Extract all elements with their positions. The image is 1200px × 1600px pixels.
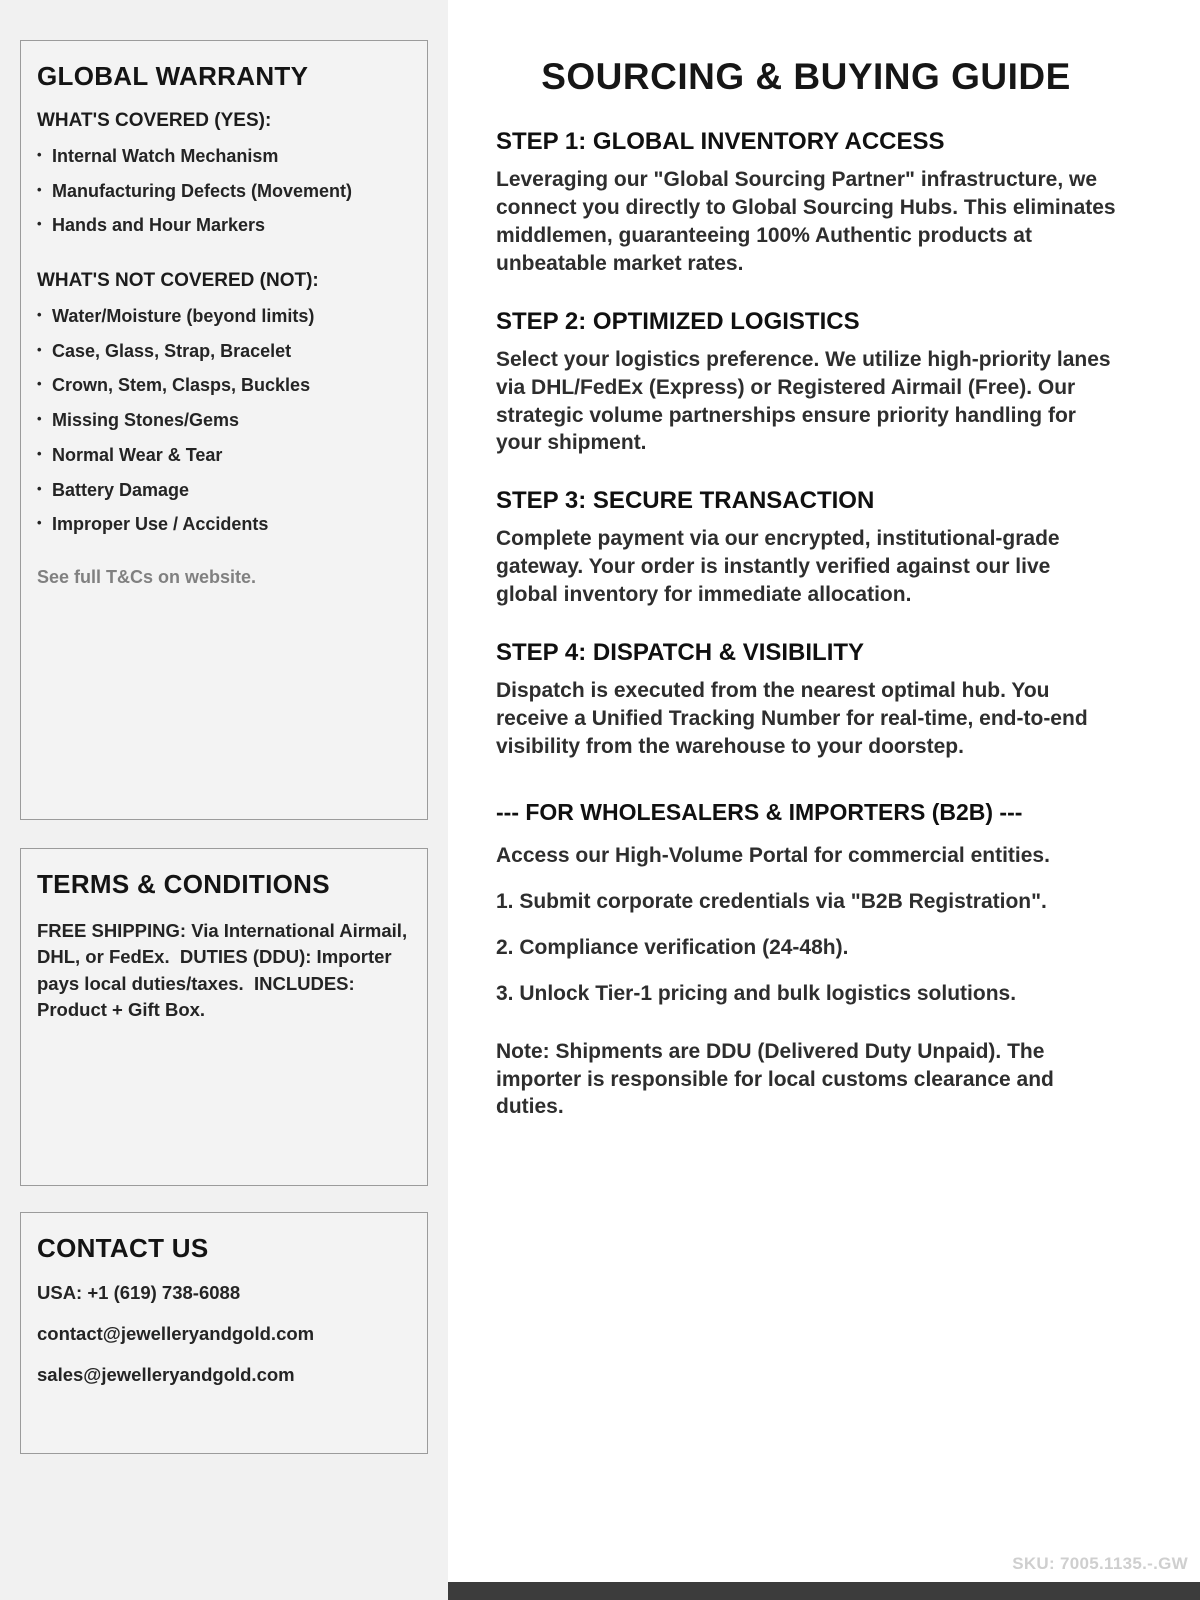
covered-list	[37, 146, 411, 236]
step-3-body: Complete payment via our encrypted, institutional-grade gateway. Your order is instantly verified against our live global inventory for immediate allocation.	[496, 527, 1060, 607]
contact-phone: USA: +1 (619) 738-6088	[37, 1282, 241, 1303]
step-3-heading: STEP 3: SECURE TRANSACTION	[496, 487, 875, 515]
terms-body: FREE SHIPPING: Via International Airmail, DHL, or FedEx. DUTIES (DDU): Importer pays local duties/taxes. INCLUDES: Product + Gift Box.	[37, 920, 413, 1020]
sidebar	[0, 0, 448, 1600]
not-covered-item: • Case, Glass, Strap, Bracelet	[37, 341, 411, 362]
not-covered-item: • Battery Damage	[37, 480, 411, 501]
step-2-heading: STEP 2: OPTIMIZED LOGISTICS	[496, 307, 860, 335]
covered-heading: WHAT'S COVERED (YES):	[37, 110, 272, 131]
step-4-body: Dispatch is executed from the nearest optimal hub. You receive a Unified Tracking Number for real-time, end-to-end visibility from the warehouse to your doorstep.	[496, 679, 1088, 758]
b2b-step-item: 1. Submit corporate credentials via "B2B Registration".	[496, 889, 1047, 913]
warranty-title: GLOBAL WARRANTY	[37, 61, 309, 91]
not-covered-item: • Water/Moisture (beyond limits)	[37, 306, 411, 327]
b2b-section	[496, 799, 1116, 1121]
sku-label: SKU: 7005.1135.-.GW	[1012, 1554, 1188, 1573]
covered-item: • Internal Watch Mechanism	[37, 146, 411, 167]
warranty-footnote: See full T&Cs on website.	[37, 566, 257, 587]
terms-box	[20, 848, 428, 1186]
not-covered-item: • Improper Use / Accidents	[37, 514, 411, 535]
footer-bar	[448, 1582, 1200, 1600]
main-content	[448, 0, 1200, 1600]
step-1-body: Leveraging our "Global Sourcing Partner" infrastructure, we connect you directly to Global Sourcing Hubs. This eliminates middlemen, guaranteeing 100% Authentic products at unbeatable market rates.	[496, 168, 1116, 275]
terms-title: TERMS & CONDITIONS	[37, 869, 330, 899]
not-covered-item: • Normal Wear & Tear	[37, 445, 411, 466]
page-title: SOURCING & BUYING GUIDE	[541, 56, 1071, 97]
b2b-step-item: 3. Unlock Tier-1 pricing and bulk logistics solutions.	[496, 981, 1017, 1005]
not-covered-item: • Crown, Stem, Clasps, Buckles	[37, 375, 411, 396]
not-covered-list	[37, 306, 411, 535]
not-covered-heading: WHAT'S NOT COVERED (NOT):	[37, 270, 319, 292]
step-2-section	[496, 308, 1116, 458]
global-warranty-box	[20, 40, 428, 820]
contact-title: CONTACT US	[37, 1233, 209, 1263]
step-4-section	[496, 639, 1116, 761]
step-1-section	[496, 128, 1116, 278]
contact-email-sales: sales@jewelleryandgold.com	[37, 1364, 295, 1385]
step-1-heading: STEP 1: GLOBAL INVENTORY ACCESS	[496, 128, 945, 155]
contact-email-primary: contact@jewelleryandgold.com	[37, 1323, 315, 1344]
step-2-body: Select your logistics preference. We utilize high-priority lanes via DHL/FedEx (Express) or Registered Airmail (Free). Our strategic volume partnerships ensure priority handling for your shipment.	[496, 347, 1111, 455]
b2b-step-item: 2. Compliance verification (24-48h).	[496, 935, 849, 959]
contact-box	[20, 1212, 428, 1454]
b2b-note: Note: Shipments are DDU (Delivered Duty Unpaid). The importer is responsible for local customs clearance and duties.	[496, 1039, 1054, 1119]
b2b-heading: --- FOR WHOLESALERS & IMPORTERS (B2B) ---	[496, 798, 1023, 825]
b2b-intro: Access our High-Volume Portal for commercial entities.	[496, 843, 1050, 867]
covered-item: • Manufacturing Defects (Movement)	[37, 181, 411, 202]
step-3-section	[496, 487, 1116, 609]
step-4-heading: STEP 4: DISPATCH & VISIBILITY	[496, 639, 865, 667]
not-covered-item: • Missing Stones/Gems	[37, 410, 411, 431]
covered-item: • Hands and Hour Markers	[37, 215, 411, 236]
